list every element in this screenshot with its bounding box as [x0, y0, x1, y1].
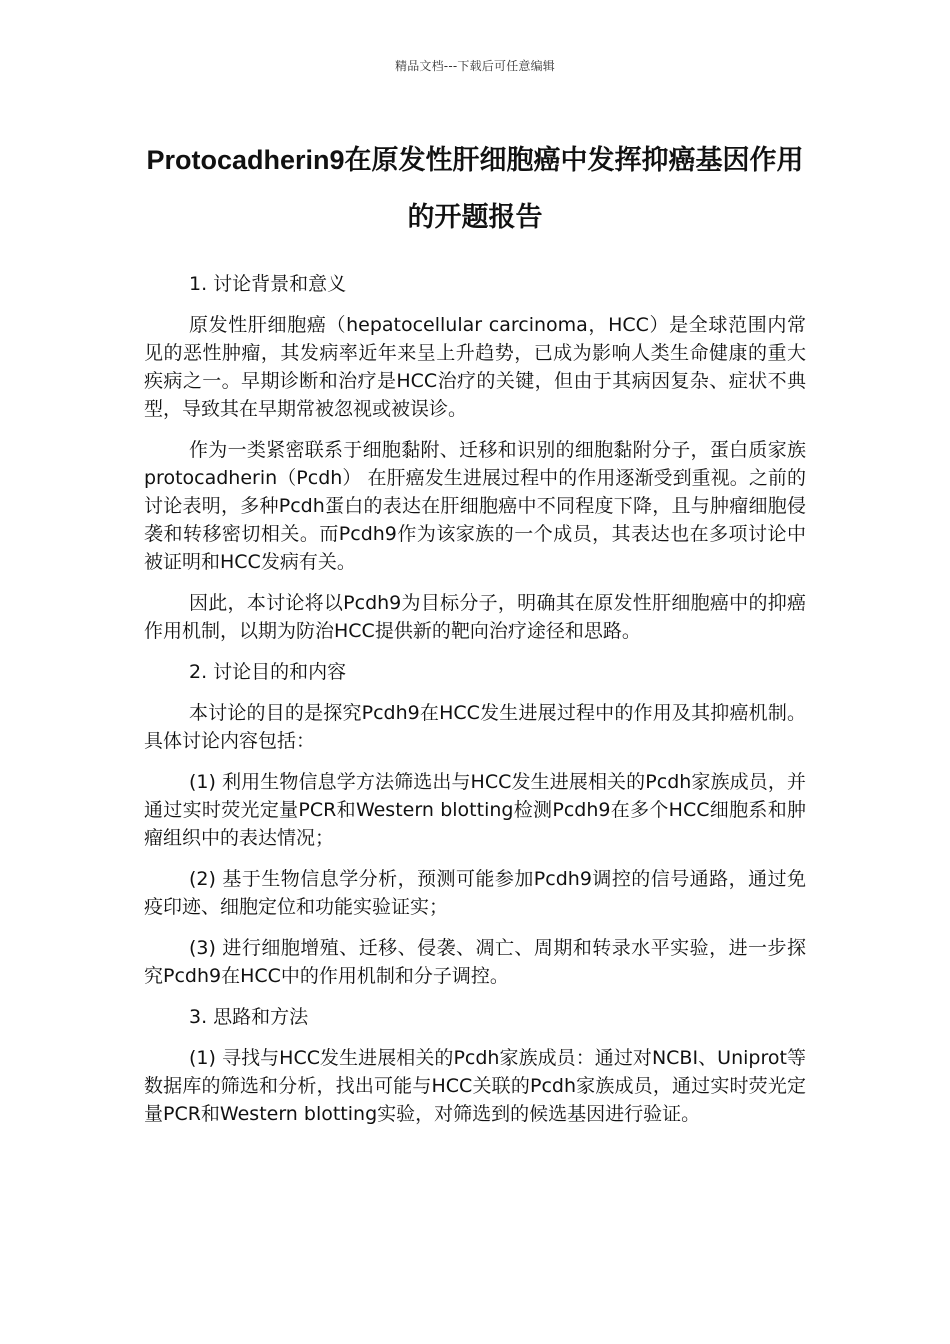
section-heading-background: 1. 讨论背景和意义	[189, 273, 347, 295]
paragraph: 本讨论的目的是探究Pcdh9在HCC发生进展过程中的作用及其抑癌机制。具体讨论内容包括：	[144, 702, 806, 752]
paragraph: 原发性肝细胞癌（hepatocellular carcinoma，HCC）是全球范围内常见的恶性肿瘤，其发病率近年来呈上升趋势，已成为影响人类生命健康的重大疾病之一。早期诊断和治疗是HCC治疗的关键，但由于其病因复杂、症状不典型，导致其在早期常被忽视或被误诊。	[144, 314, 806, 420]
paragraph: (2) 基于生物信息学分析，预测可能参加Pcdh9调控的信号通路，通过免疫印迹、细胞定位和功能实验证实；	[144, 868, 806, 918]
document-body	[144, 270, 806, 1141]
paragraph: (1) 寻找与HCC发生进展相关的Pcdh家族成员：通过对NCBI、Uniprot等数据库的筛选和分析，找出可能与HCC关联的Pcdh家族成员，通过实时荧光定量PCR和Western blotting实验，对筛选到的候选基因进行验证。	[144, 1047, 806, 1125]
header-note: 精品文档---下载后可任意编辑	[395, 59, 555, 73]
paragraph: (3) 进行细胞增殖、迁移、侵袭、凋亡、周期和转录水平实验，进一步探究Pcdh9在HCC中的作用机制和分子调控。	[144, 937, 806, 987]
document-title: Protocadherin9在原发性肝细胞癌中发挥抑癌基因作用的开题报告	[146, 145, 804, 232]
section-heading-objectives: 2. 讨论目的和内容	[189, 661, 347, 683]
section-heading-methods: 3. 思路和方法	[189, 1006, 309, 1028]
paragraph: 因此，本讨论将以Pcdh9为目标分子，明确其在原发性肝细胞癌中的抑癌作用机制，以期为防治HCC提供新的靶向治疗途径和思路。	[144, 592, 806, 642]
paragraph: (1) 利用生物信息学方法筛选出与HCC发生进展相关的Pcdh家族成员，并通过实时荧光定量PCR和Western blotting检测Pcdh9在多个HCC细胞系和肿瘤组织中的表达情况；	[144, 771, 806, 849]
paragraph: 作为一类紧密联系于细胞黏附、迁移和识别的细胞黏附分子，蛋白质家族protocadherin（Pcdh） 在肝癌发生进展过程中的作用逐渐受到重视。之前的讨论表明，多种Pcdh蛋白的表达在肝细胞癌中不同程度下降，且与肿瘤细胞侵袭和转移密切相关。而Pcdh9作为该家族的一个成员，其表达也在多项讨论中被证明和HCC发病有关。	[144, 439, 806, 573]
